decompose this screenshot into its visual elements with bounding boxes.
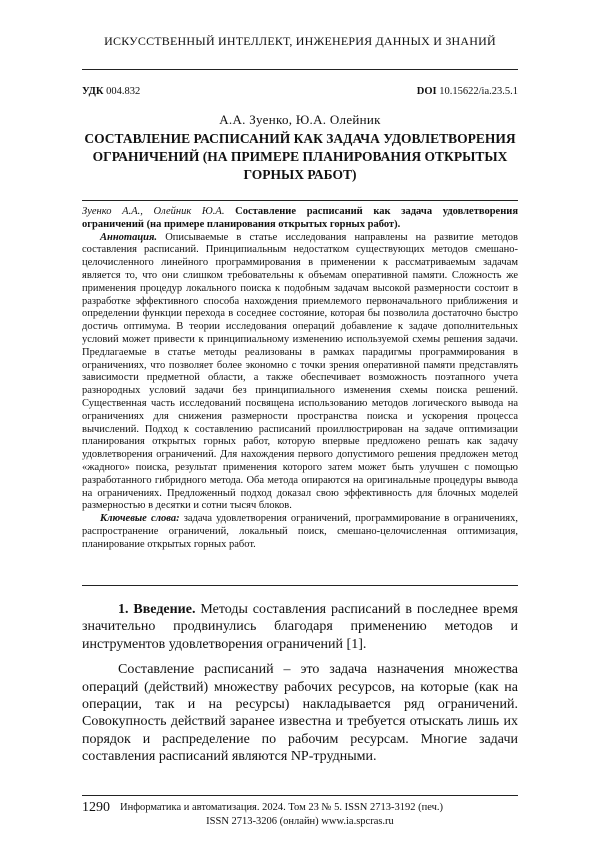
udk-value: 004.832 [106,86,141,97]
article-authors: А.А. Зуенко, Ю.А. Олейник [219,112,381,127]
abstract-block [82,206,518,552]
paragraph-1-text: Методы составления расписаний в последнее время значительно продвинулись благодаря применению методов и инструментов удовлетворения ограничений [1]. [82,602,519,652]
keywords [82,513,518,551]
keywords-label: Ключевые слова: [100,513,180,525]
udk-line [82,86,140,97]
doi-value: 10.15622/ia.23.5.1 [439,86,518,97]
citation-title: Составление расписаний как задача удовлетворения ограничений (на примере планирования открытых горных работ). [82,206,519,230]
page-number: 1290 [82,800,110,815]
footer-issn-line: ISSN 2713-3206 (онлайн) www.ia.spcras.ru [206,816,394,827]
journal-header: ИСКУССТВЕННЫЙ ИНТЕЛЛЕКТ, ИНЖЕНЕРИЯ ДАННЫХ И ЗНАНИЙ [104,34,496,48]
body-paragraph-1 [82,601,518,653]
doi-label: DOI [416,86,437,97]
footer-journal-line: Информатика и автоматизация. 2024. Том 23 № 5. ISSN 2713-3192 (печ.) [120,802,444,813]
section-heading: 1. Введение. [118,602,196,617]
keywords-text: задача удовлетворения ограничений, программирование в ограничениях, распространение ограничений, локальный поиск, смешано-целочисленная оптимизация, планирование открытых горных работ. [82,513,519,550]
annotation-label: Аннотация. [100,231,158,243]
udk-label: УДК [82,86,104,97]
body-paragraph-2: Составление расписаний – это задача назначения множества операций (действий) множеству рабочих ресурсов, на которые (как на операции, так и на ресурсы) накладывается ряд ограничений. Совокупность действий заранее известна и требуется отыскать лишь их порядок и распределение по рабочим ресурсам. Многие задачи составления расписаний являются NP-трудными. [82,662,518,765]
annotation-text: Описываемые в статье исследования направлены на развитие методов составления расписаний. Принципиальным недостатком существующих методов смешано-целочисленного линейного программирования в применении к рассматриваемым задачам является то, что они слишком требовательны к объемам оперативной памяти. Сложность же применения процедур локального поиска к подобным задачам высокой размерности состоит в разработке эффективного способа нахождения приемлемого первоначального приближения и определении функции перехода в соседнее состояние, которая бы позволила достаточно быстро достичь оптимума. В теории исследования операций добавление к задаче дополнительных условий может привести к принципиальному изменению используемой схемы решения задачи. Предлагаемые в статье методы реализованы в рамках парадигмы программирования в ограничениях, что позволяет более экономно с точки зрения оперативной памяти представлять зависимости предметной области, а также обеспечивает возможность поэтапного учета разнородных условий задачи без принципиального изменения схемы поиска решений. Существенная часть исследований посвящена использованию методов логического вывода на ограничениях для снижения размерности пространства поиска и ускорения процесса вычислений. Подход к составлению расписаний проиллюстрирован на задаче оптимизации планирования открытых горных работ, которую впервые предложено решать как задачу удовлетворения ограничений. Для нахождения первого допустимого решения предложен метод «жадного» поиска, результат применения которого затем может быть улучшен с помощью разработанного гибридного метода. Оба метода опираются на оригинальные процедуры вывода на ограничениях. Предложенный подход доказал свою эффективность для блочных моделей размерностью в десятки и сотни тысяч блоков. [82,231,518,512]
header-rule [82,69,518,70]
doi-line [417,86,518,97]
body-text [82,601,518,774]
footer-rule [82,795,518,796]
citation-authors: Зуенко А.А., Олейник Ю.А. [82,206,225,217]
article-title: СОСТАВЛЕНИЕ РАСПИСАНИЙ КАК ЗАДАЧА УДОВЛЕТВОРЕНИЯ ОГРАНИЧЕНИЙ (НА ПРИМЕРЕ ПЛАНИРОВАНИЯ ОТКРЫТЫХ ГОРНЫХ РАБОТ) [84,131,516,182]
abstract-top-rule [82,200,518,201]
citation [82,206,518,232]
annotation [82,232,518,514]
abstract-bottom-rule [82,585,518,586]
